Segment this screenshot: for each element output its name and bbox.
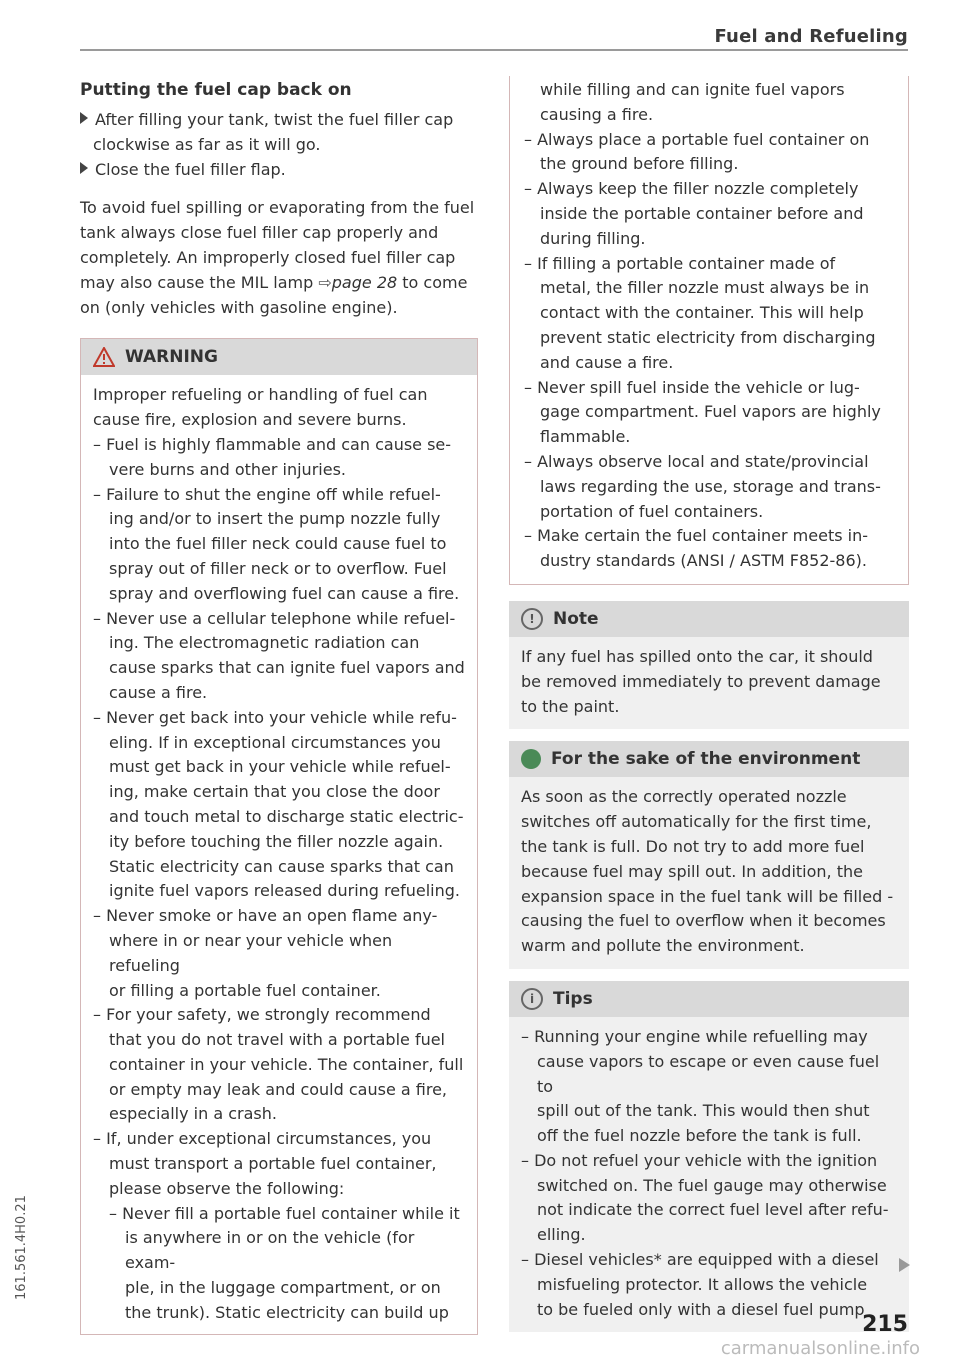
watermark: carmanualsonline.info xyxy=(720,1338,920,1359)
environment-body xyxy=(509,777,909,969)
list-item-cont: laws regarding the use, storage and trans- xyxy=(540,476,881,496)
list-item-cont: ity before touching the filler nozzle again. xyxy=(109,831,444,851)
list-item-cont: during filling. xyxy=(540,228,646,248)
list-item-cont: into the fuel filler neck could cause fuel to xyxy=(109,534,447,554)
step-arrow-icon xyxy=(80,112,88,124)
note-body xyxy=(509,637,909,729)
step-1 xyxy=(80,108,478,133)
list-item-cont: because fuel may spill out. In addition, the xyxy=(521,861,863,881)
warning-header xyxy=(81,339,477,375)
list-item-cont: causing the fuel to overflow when it becomes xyxy=(521,911,886,931)
list-item-cont: is anywhere in or on the vehicle (for exam- xyxy=(125,1228,415,1273)
environment-title: For the sake of the environment xyxy=(551,749,861,770)
list-item: – Always keep the filler nozzle completely xyxy=(524,179,859,199)
list-item: – Never use a cellular telephone while refuel- xyxy=(93,608,456,628)
step-arrow-icon xyxy=(80,162,88,174)
list-item: – Never smoke or have an open flame any- xyxy=(93,906,438,926)
para-text: to come xyxy=(397,272,468,292)
right-column xyxy=(509,76,909,1332)
list-item-cont: please observe the following: xyxy=(109,1178,345,1198)
list-item-cont: off the fuel nozzle before the tank is full. xyxy=(537,1126,862,1146)
list-item-cont: not indicate the correct fuel level after refu- xyxy=(537,1200,889,1220)
list-item-cont: ing. The electromagnetic radiation can xyxy=(109,633,420,653)
list-item-cont: ple, in the luggage compartment, or on xyxy=(125,1278,441,1298)
list-item-cont: be removed immediately to prevent damage xyxy=(521,671,881,691)
header-rule xyxy=(80,49,908,51)
list-item-cont: As soon as the correctly operated nozzle xyxy=(521,787,847,807)
left-column xyxy=(80,80,478,1335)
list-item-cont: cause sparks that can ignite fuel vapors and xyxy=(109,658,465,678)
list-item-cont: prevent static electricity from discharging xyxy=(540,327,876,347)
list-item-cont: warm and pollute the environment. xyxy=(521,936,805,956)
list-item-cont: contact with the container. This will help xyxy=(540,303,864,323)
para-text: may also cause the MIL lamp xyxy=(80,272,319,292)
list-item-cont: misfueling protector. It allows the vehicle xyxy=(537,1274,868,1294)
page-number: 215 xyxy=(862,1312,908,1337)
list-item-cont: metal, the filler nozzle must always be in xyxy=(540,278,870,298)
list-item-cont: eling. If in exceptional circumstances you xyxy=(109,732,441,752)
info-circle-icon: ! xyxy=(521,608,543,630)
list-item-cont: spray out of filler neck or to overflow. Fuel xyxy=(109,558,447,578)
warning-box-continued xyxy=(509,76,909,585)
tips-header xyxy=(509,981,909,1017)
list-item: – If filling a portable container made of xyxy=(524,253,836,273)
list-item-cont: the ground before filling. xyxy=(540,154,739,174)
para-line: To avoid fuel spilling or evaporating from the fuel xyxy=(80,198,475,218)
note-title: Note xyxy=(553,608,599,629)
list-item-cont: the trunk). Static electricity can build up xyxy=(125,1302,449,1322)
list-item-cont: causing a fire. xyxy=(540,104,654,124)
step-2 xyxy=(80,158,478,183)
list-item-cont: especially in a crash. xyxy=(109,1104,277,1124)
list-item-cont: cause a fire. xyxy=(109,682,208,702)
list-item: – Always place a portable fuel container on xyxy=(524,129,870,149)
tips-body xyxy=(509,1017,909,1333)
warning-items xyxy=(93,433,465,1202)
warning-intro: Improper refueling or handling of fuel can xyxy=(93,385,428,405)
warning-intro: cause fire, explosion and severe burns. xyxy=(93,410,407,430)
list-item: – Fuel is highly flammable and can cause se- xyxy=(93,434,452,454)
list-item: – Never spill fuel inside the vehicle or lug- xyxy=(524,377,860,397)
list-item: – Running your engine while refuelling may xyxy=(521,1026,868,1046)
para-line xyxy=(80,271,478,296)
list-item-cont: inside the portable container before and xyxy=(540,203,864,223)
para-line: tank always close fuel filler cap properly and xyxy=(80,223,439,243)
list-item-cont: must get back in your vehicle while refuel- xyxy=(109,757,451,777)
running-header: Fuel and Refueling xyxy=(714,26,908,47)
leaf-icon xyxy=(521,749,541,769)
list-item: – Make certain the fuel container meets in- xyxy=(524,526,869,546)
list-item: – Diesel vehicles* are equipped with a diesel xyxy=(521,1250,879,1270)
list-item-cont: flammable. xyxy=(540,427,631,447)
list-item-cont: Static electricity can cause sparks that can xyxy=(109,856,454,876)
page-ref-arrow-icon: ⇨ xyxy=(318,272,332,292)
list-item-cont: the tank is full. Do not try to add more fuel xyxy=(521,836,865,856)
info-icon: i xyxy=(521,988,543,1010)
list-item-cont: switches off automatically for the first time, xyxy=(521,812,872,832)
list-item-cont: to be fueled only with a diesel fuel pump xyxy=(537,1299,865,1319)
list-item-cont: expansion space in the fuel tank will be filled - xyxy=(521,886,894,906)
tips-box xyxy=(509,981,909,1333)
list-item-cont: must transport a portable fuel container, xyxy=(109,1154,437,1174)
environment-header xyxy=(509,741,909,777)
list-item: – For your safety, we strongly recommend xyxy=(93,1005,431,1025)
warning-sub-items xyxy=(93,1202,465,1326)
section-heading: Putting the fuel cap back on xyxy=(80,80,352,100)
list-item-cont: spray and overflowing fuel can cause a fire. xyxy=(109,583,460,603)
note-header xyxy=(509,601,909,637)
list-item-cont: spill out of the tank. This would then shut xyxy=(537,1101,870,1121)
list-item-cont: switched on. The fuel gauge may otherwise xyxy=(537,1175,887,1195)
page-link[interactable]: page 28 xyxy=(331,272,398,292)
list-item-cont: ignite fuel vapors released during refueling. xyxy=(109,881,461,901)
para-line: on (only vehicles with gasoline engine). xyxy=(80,297,398,317)
list-item: – Failure to shut the engine off while refuel- xyxy=(93,484,441,504)
note-box xyxy=(509,601,909,729)
list-item-cont: ing and/or to insert the pump nozzle fully xyxy=(109,509,441,529)
list-item-cont: container in your vehicle. The container, full xyxy=(109,1054,464,1074)
list-item-cont: and touch metal to discharge static electric- xyxy=(109,806,464,826)
document-code: 161.561.4H0.21 xyxy=(14,1195,29,1300)
list-item-cont: dustry standards (ANSI / ASTM F852-86). xyxy=(540,551,867,571)
warning-triangle-icon xyxy=(93,347,115,367)
list-item-cont: vere burns and other injuries. xyxy=(109,459,346,479)
para-line: completely. An improperly closed fuel filler cap xyxy=(80,247,456,267)
list-item-cont: portation of fuel containers. xyxy=(540,501,764,521)
list-item-cont: while filling and can ignite fuel vapors xyxy=(540,80,845,99)
warning-box xyxy=(80,338,478,1334)
list-item-cont: ing, make certain that you close the door xyxy=(109,782,440,802)
list-item: – Do not refuel your vehicle with the ignition xyxy=(521,1150,878,1170)
list-item: – Never fill a portable fuel container while it xyxy=(109,1203,460,1223)
list-item: – Never get back into your vehicle while refu- xyxy=(93,707,457,727)
environment-box xyxy=(509,741,909,969)
list-item-cont: If any fuel has spilled onto the car, it should xyxy=(521,646,873,666)
list-item: – Always observe local and state/provincial xyxy=(524,451,869,471)
list-item-cont: elling. xyxy=(537,1225,586,1245)
list-item-cont: that you do not travel with a portable fuel xyxy=(109,1030,445,1050)
step-text: Close the fuel filler flap. xyxy=(95,159,286,179)
warning-body xyxy=(81,375,477,1333)
step-text: After filling your tank, twist the fuel filler cap xyxy=(95,110,454,129)
list-item-cont: gage compartment. Fuel vapors are highly xyxy=(540,402,881,422)
continue-arrow-icon xyxy=(899,1258,910,1272)
list-item: – If, under exceptional circumstances, you xyxy=(93,1129,432,1149)
list-item-cont: or empty may leak and could cause a fire, xyxy=(109,1079,447,1099)
list-item-cont: and cause a fire. xyxy=(540,352,674,372)
list-item-cont: cause vapors to escape or even cause fuel to xyxy=(537,1051,880,1096)
tips-title: Tips xyxy=(553,988,593,1009)
list-item-cont: or filling a portable fuel container. xyxy=(109,980,381,1000)
list-item-cont: to the paint. xyxy=(521,696,620,716)
list-item-cont: where in or near your vehicle when refueling xyxy=(109,930,393,975)
warning-title: WARNING xyxy=(125,347,218,368)
step-1-cont: clockwise as far as it will go. xyxy=(93,134,321,154)
